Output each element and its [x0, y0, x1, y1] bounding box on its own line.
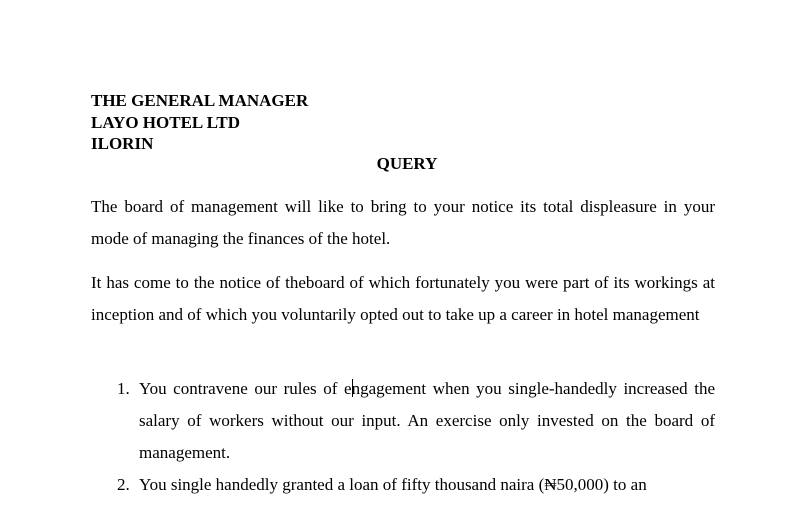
paragraph-2[interactable]: It has come to the notice of theboard of which fortunately you were part of its workings at inception and of which you voluntarily opted out to take up a career in hotel management	[91, 273, 715, 324]
document-title	[0, 153, 808, 174]
list-number: 1.	[117, 379, 130, 398]
address-line-2: LAYO HOTEL LTD	[91, 112, 240, 132]
list-number: 2.	[117, 475, 130, 494]
address-line-1: THE GENERAL MANAGER	[91, 91, 309, 110]
list-item[interactable]	[91, 373, 715, 469]
list-item-text: You single handedly granted a loan of fifty thousand naira (₦50,000) to an	[139, 475, 647, 494]
title-text: QUERY	[376, 154, 438, 173]
address-line-3: ILORIN	[91, 134, 154, 153]
paragraph-1[interactable]: The board of management will like to bring to your notice its total displeasure in your mode of managing the finances of the hotel.	[91, 197, 715, 248]
numbered-list	[91, 373, 715, 501]
list-item-text-part-2: ngagement when you single-handedly increased the salary of workers without our input. An exercise only invested on the board of management.	[139, 379, 716, 462]
list-item[interactable]	[91, 469, 715, 501]
address-block	[91, 90, 308, 155]
list-item-text-part-1: You contravene our rules of e	[139, 379, 352, 398]
